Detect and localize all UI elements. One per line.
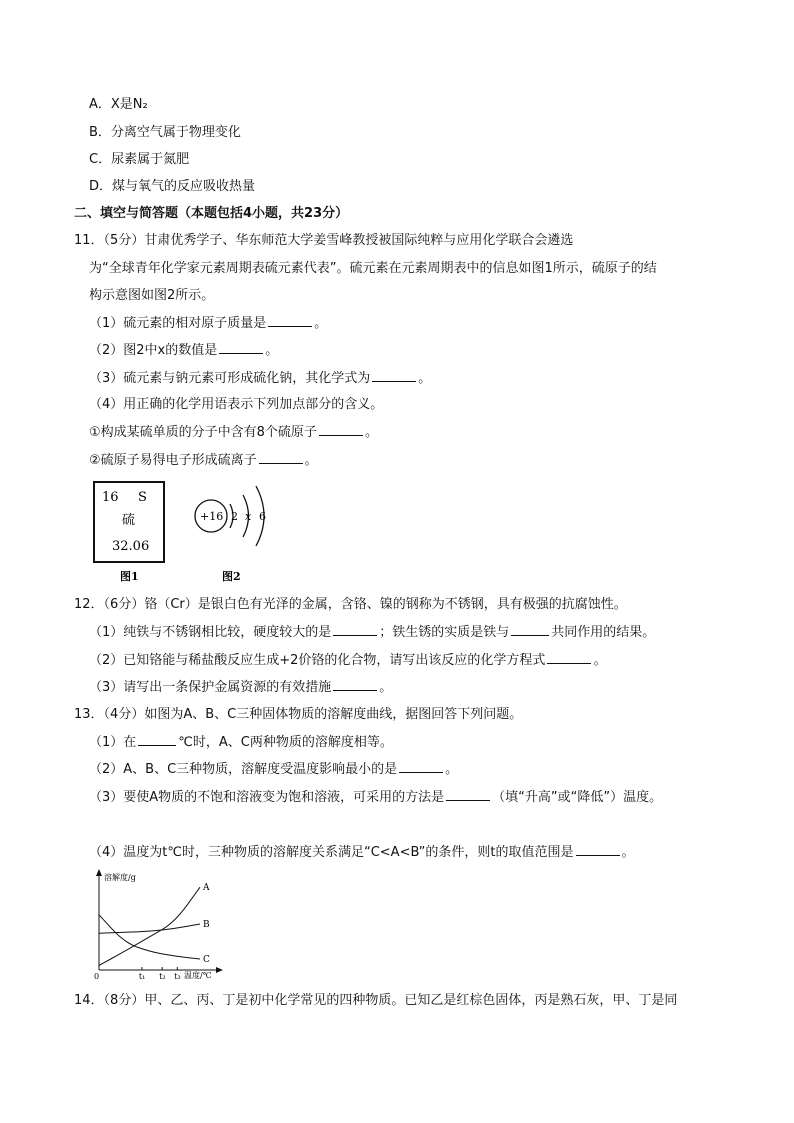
period: 。 <box>621 845 635 860</box>
q13-part-1-text-a: （1）在 <box>89 735 137 750</box>
q12-part-2-text: （2）已知铬能与稀盐酸反应生成+2价铬的化合物，请写出该反应的化学方程式 <box>89 653 546 668</box>
shell-3-electrons: 6 <box>259 510 266 523</box>
q13-part-3 <box>89 788 662 807</box>
series-label-a: A <box>203 883 210 894</box>
q13-part-4 <box>89 843 635 862</box>
x-tick-label: t₂ <box>159 972 166 980</box>
x-tick-label: t₁ <box>138 972 146 980</box>
atomic-mass: 32.06 <box>112 539 150 554</box>
figure-1-element-cell <box>88 480 178 584</box>
q13-part-3-text-a: （3）要使A物质的不饱和溶液变为饱和溶液，可采用的方法是 <box>89 790 445 805</box>
series-label-c: C <box>203 954 210 965</box>
shell-1-electrons: 2 <box>231 510 238 523</box>
q12-stem: 12．（6分）铬（Cr）是银白色有光泽的金属，含铬、镍的钢称为不锈钢，具有极强的抗腐蚀性。 <box>74 597 627 612</box>
period: 。 <box>445 762 459 777</box>
solubility-chart <box>90 868 230 980</box>
figure-1-caption: 图1 <box>120 570 139 583</box>
section-title: 二、填空与简答题（本题包括4小题，共23分） <box>74 206 349 221</box>
answer-blank[interactable] <box>576 843 620 856</box>
figure-2-caption: 图2 <box>222 570 241 583</box>
q11-part-3-text: （3）硫元素与钠元素可形成硫化钠，其化学式为 <box>89 371 371 386</box>
q12-part-1-text-c: 共同作用的结果。 <box>551 625 656 640</box>
shell-2-electrons: x <box>245 510 252 523</box>
period: 。 <box>304 453 318 468</box>
element-symbol: S <box>138 490 147 505</box>
answer-blank[interactable] <box>138 733 176 746</box>
q13-part-1 <box>89 733 393 752</box>
y-axis-arrow <box>96 869 102 876</box>
q11-part-3 <box>89 369 431 388</box>
atomic-number: 16 <box>102 490 119 505</box>
answer-blank[interactable] <box>446 788 490 801</box>
period: 。 <box>379 680 393 695</box>
q11-stem-2: 为“全球青年化学家元素周期表硫元素代表”。硫元素在元素周期表中的信息如图1所示，硫原子的结 <box>89 261 657 276</box>
q12-part-2 <box>89 651 606 670</box>
answer-blank[interactable] <box>319 423 363 436</box>
q12-part-1-text-b: ；铁生锈的实质是铁与 <box>379 625 510 640</box>
q12-part-1 <box>89 623 655 642</box>
answer-blank[interactable] <box>333 678 377 691</box>
x-axis-label: 温度/℃ <box>184 971 212 980</box>
period: 。 <box>593 653 607 668</box>
x-tick-label: t₃ <box>174 972 181 980</box>
q11-part-4: （4）用正确的化学用语表示下列加点部分的含义。 <box>89 397 384 412</box>
answer-blank[interactable] <box>259 451 303 464</box>
origin-label: 0 <box>94 972 100 980</box>
q11-part-4a <box>89 423 378 442</box>
q13-part-3-text-b: （填“升高”或“降低”）温度。 <box>492 790 663 805</box>
q11-part-1 <box>89 314 327 333</box>
q11-part-4b <box>89 451 318 470</box>
q13-part-2-text: （2）A、B、C三种物质，溶解度受温度影响最小的是 <box>89 762 398 777</box>
option-c: C．尿素属于氮肥 <box>89 152 190 167</box>
option-b: B．分离空气属于物理变化 <box>89 125 241 140</box>
q12-part-3-text: （3）请写出一条保护金属资源的有效措施 <box>89 680 332 695</box>
nucleus-charge: +16 <box>200 510 224 523</box>
q11-part-2-text: （2）图2中x的数值是 <box>89 343 218 358</box>
q11-part-4a-text: ①构成某硫单质的分子中含有8个硫原子 <box>89 425 317 440</box>
option-d: D．煤与氧气的反应吸收热量 <box>89 179 256 194</box>
answer-blank[interactable] <box>399 760 443 773</box>
q13-stem: 13．（4分）如图为A、B、C三种固体物质的溶解度曲线，据图回答下列问题。 <box>74 707 523 722</box>
q13-part-2 <box>89 760 458 779</box>
q11-stem-1: 11．（5分）甘肃优秀学子、华东师范大学姜雪峰教授被国际纯粹与应用化学联合会遴选 <box>74 233 574 248</box>
answer-blank[interactable] <box>372 369 416 382</box>
answer-blank[interactable] <box>219 341 263 354</box>
q11-part-4b-text: ②硫原子易得电子形成硫离子 <box>89 453 257 468</box>
answer-blank[interactable] <box>333 623 377 636</box>
q11-part-1-text: （1）硫元素的相对原子质量是 <box>89 316 267 331</box>
period: 。 <box>364 425 378 440</box>
element-name: 硫 <box>122 513 136 528</box>
figure-2-atom-structure <box>188 480 284 584</box>
period: 。 <box>418 371 432 386</box>
q13-part-4-text: （4）温度为t℃时，三种物质的溶解度关系满足“C<A<B”的条件，则t的取值范围是 <box>89 845 574 860</box>
q11-part-2 <box>89 341 278 360</box>
answer-blank[interactable] <box>547 651 591 664</box>
q13-part-1-text-b: ℃时，A、C两种物质的溶解度相等。 <box>178 735 393 750</box>
answer-blank[interactable] <box>511 623 549 636</box>
answer-blank[interactable] <box>268 314 312 327</box>
period: 。 <box>265 343 279 358</box>
option-a: A．X是N₂ <box>89 97 148 112</box>
q12-part-3 <box>89 678 392 697</box>
q11-stem-3: 构示意图如图2所示。 <box>89 288 215 303</box>
x-axis-arrow <box>216 967 223 973</box>
period: 。 <box>314 316 328 331</box>
series-label-b: B <box>203 920 210 930</box>
q12-part-1-text-a: （1）纯铁与不锈钢相比较，硬度较大的是 <box>89 625 332 640</box>
y-axis-label: 溶解度/g <box>104 873 136 882</box>
q14-stem: 14．（8分）甲、乙、丙、丁是初中化学常见的四种物质。已知乙是红棕色固体，丙是熟石灰，甲、丁是同 <box>74 993 678 1008</box>
